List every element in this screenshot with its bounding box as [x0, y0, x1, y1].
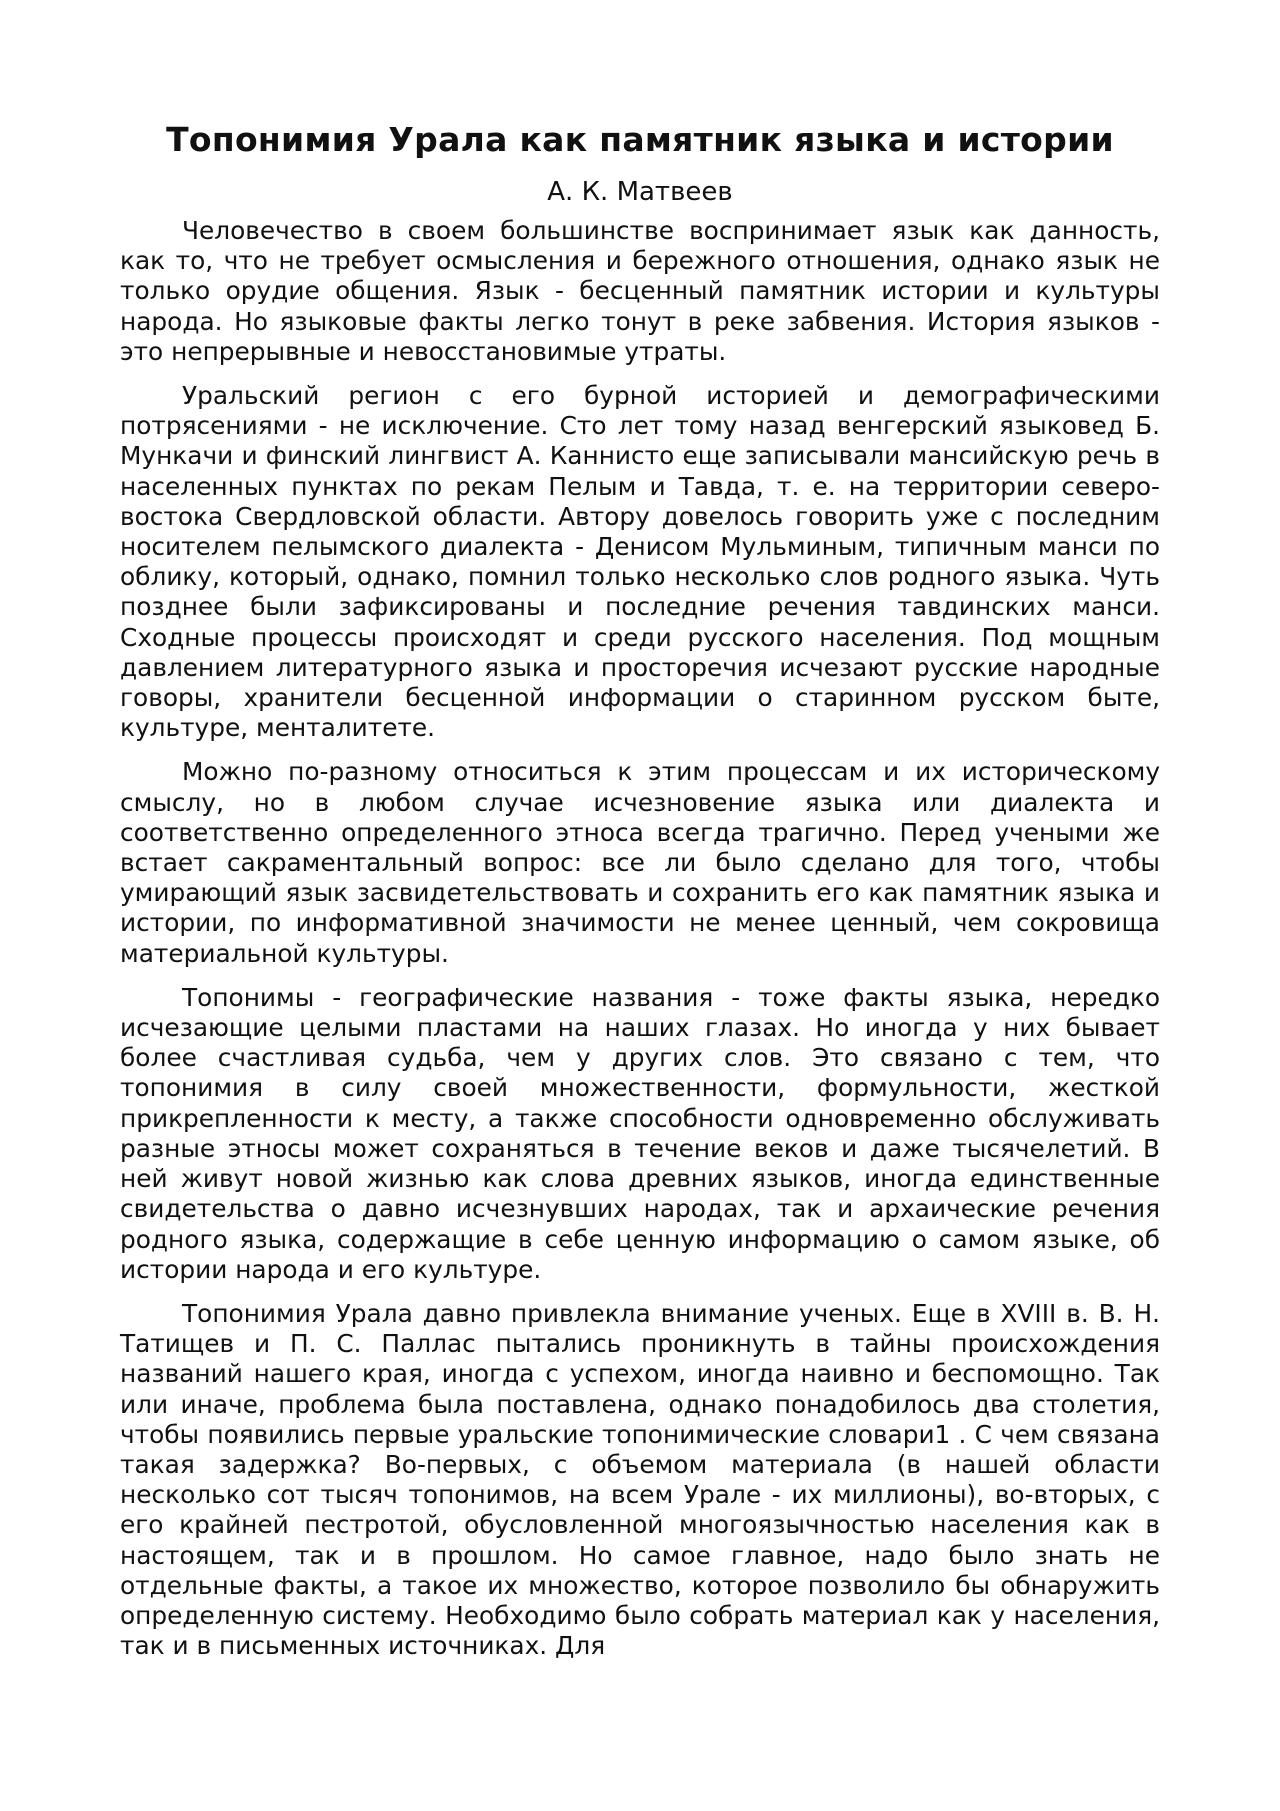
paragraph-5: Топонимия Урала давно привлекла внимание ученых. Еще в XVIII в. В. Н. Татищев и П. С. Паллас пытались проникнуть в тайны происхождения названий нашего края, иногда с успехом, иногда наивно и беспомощно. Так или иначе, проблема была поставлена, однако понадобилось два столетия, чтобы появились первые уральские топонимические словари1 . С чем связана такая задержка? Во-первых, с объемом материала (в нашей области несколько сот тысяч топонимов, на всем Урале - их миллионы), во-вторых, с его крайней пестротой, обусловленной многоязычностью населения как в настоящем, так и в прошлом. Но самое главное, надо было знать не отдельные факты, а такое их множество, которое позволило бы обнаружить определенную систему. Необходимо было собрать материал как у населения, так и в письменных источниках. Для	[120, 1298, 1160, 1661]
document-page	[120, 118, 1160, 1675]
paragraph-2: Уральский регион с его бурной историей и демографическими потрясениями - не исключение. Сто лет тому назад венгерский языковед Б. Мункачи и финский лингвист А. Каннисто еще записывали мансийскую речь в населенных пунктах по рекам Пелым и Тавда, т. е. на территории северо-востока Свердловской области. Автору довелось говорить уже с последним носителем пелымского диалекта - Денисом Мульминым, типичным манси по облику, который, однако, помнил только несколько слов родного языка. Чуть позднее были зафиксированы и последние речения тавдинских манси. Сходные процессы происходят и среди русского населения. Под мощным давлением литературного языка и просторечия исчезают русские народные говоры, хранители бесценной информации о старинном русском быте, культуре, менталитете.	[120, 381, 1160, 743]
paragraph-1: Человечество в своем большинстве воспринимает язык как данность, как то, что не требует осмысления и бережного отношения, однако язык не только орудие общения. Язык - бесценный памятник истории и культуры народа. Но языковые факты легко тонут в реке забвения. История языков - это непрерывные и невосстановимые утраты.	[120, 216, 1160, 366]
article-title: Топонимия Урала как памятник языка и истории	[166, 120, 1114, 159]
paragraph-4: Топонимы - географические названия - тоже факты языка, нередко исчезающие целыми пластами на наших глазах. Но иногда у них бывает более счастливая судьба, чем у других слов. Это связано с тем, что топонимия в силу своей множественности, формульности, жесткой прикрепленности к месту, а также способности одновременно обслуживать разные этносы может сохраняться в течение веков и даже тысячелетий. В ней живут новой жизнью как слова древних языков, иногда единственные свидетельства о давно исчезнувших народах, так и архаические речения родного языка, содержащие в себе ценную информацию о самом языке, об истории народа и его культуре.	[120, 982, 1160, 1284]
paragraph-3: Можно по-разному относиться к этим процессам и их историческому смыслу, но в любом случае исчезновение языка или диалекта и соответственно определенного этноса всегда трагично. Перед учеными же встает сакраментальный вопрос: все ли было сделано для того, чтобы умирающий язык засвидетельствовать и сохранить его как памятник языка и истории, по информативной значимости не менее ценный, чем сокровища материальной культуры.	[120, 757, 1160, 968]
article-author: А. К. Матвеев	[547, 177, 733, 207]
